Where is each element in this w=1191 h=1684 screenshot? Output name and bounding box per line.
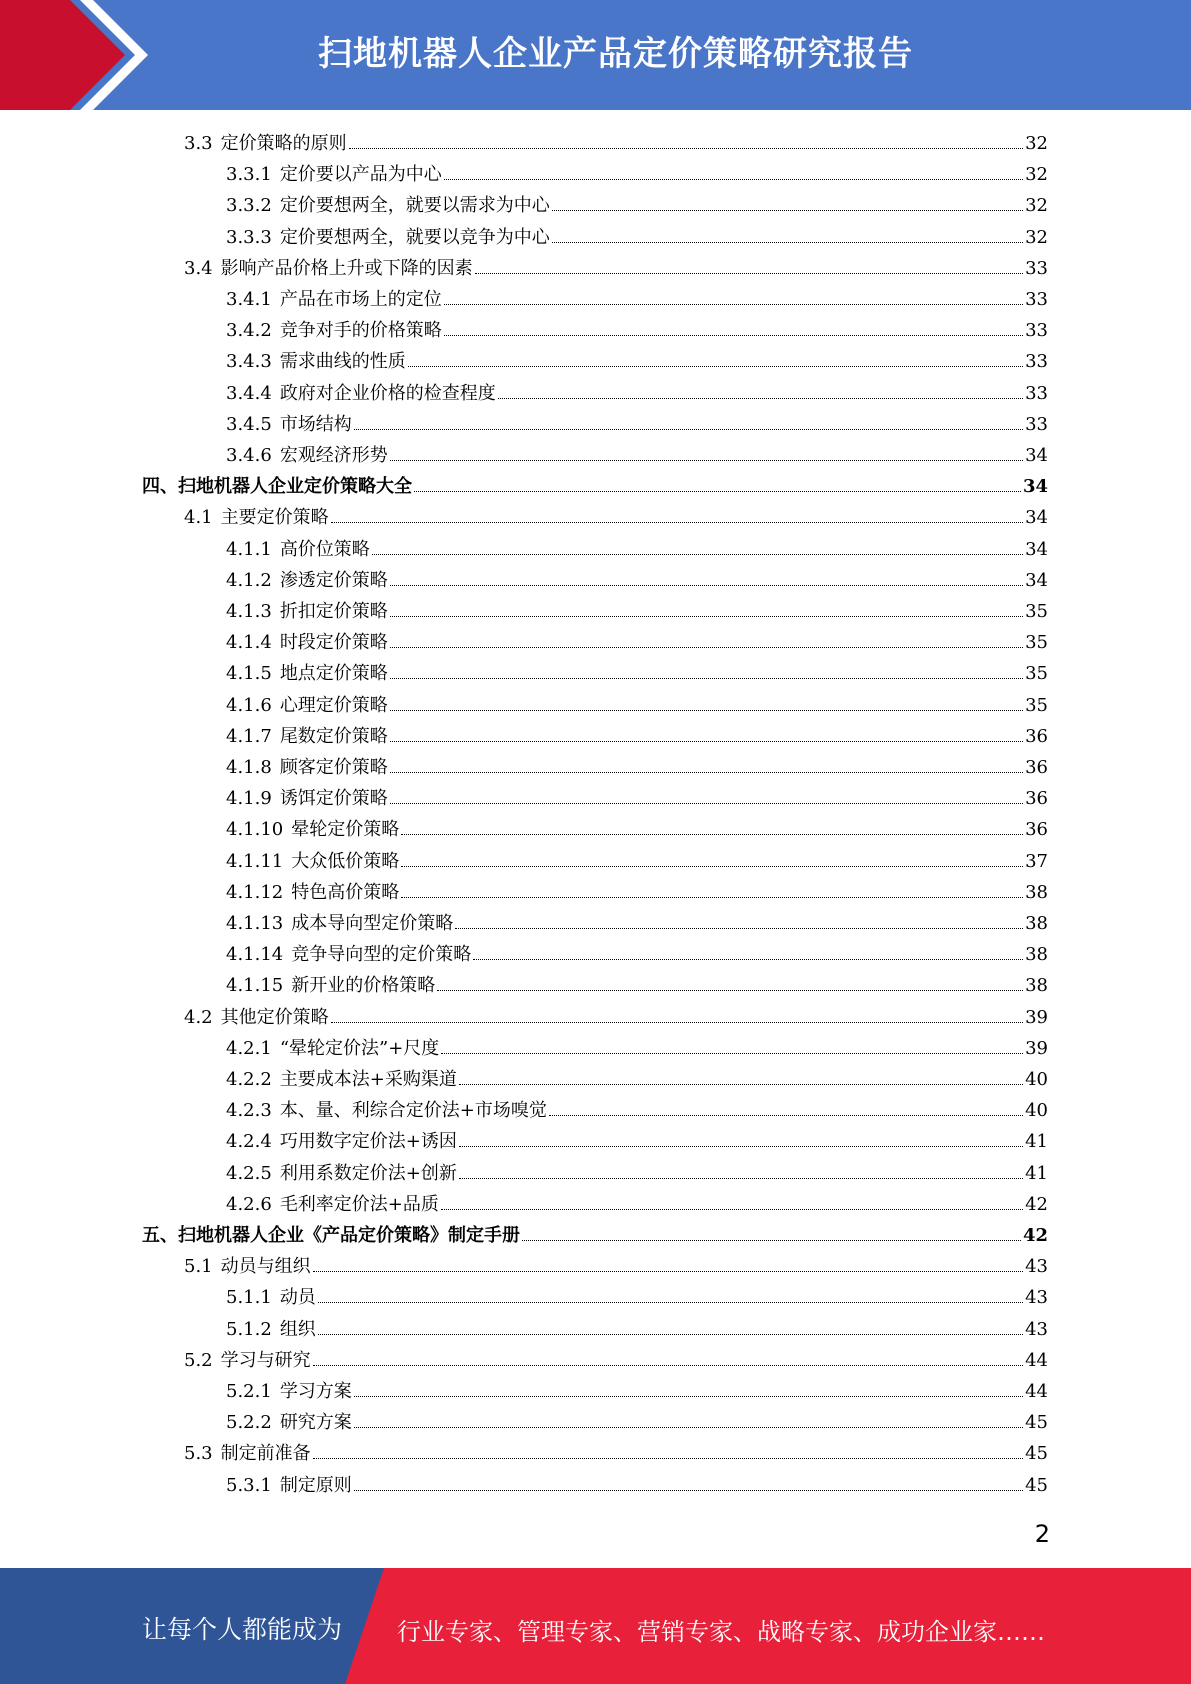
toc-entry[interactable] — [226, 970, 1048, 1001]
toc-entry-title: 市场结构 — [279, 413, 352, 435]
toc-dot-leader — [441, 1191, 1023, 1210]
toc-entry[interactable] — [226, 752, 1048, 783]
toc-entry-title: 学习方案 — [279, 1381, 352, 1402]
toc-entry-number: 3.4.6 — [226, 445, 272, 466]
toc-dot-leader — [549, 1097, 1023, 1116]
toc-entry-number: 5.3 — [184, 1443, 213, 1465]
toc-entry[interactable] — [226, 159, 1048, 190]
toc-dot-leader — [552, 192, 1023, 211]
toc-entry-title: 巧用数字定价法+诱因 — [279, 1131, 457, 1153]
toc-entry-number: 4.1.10 — [226, 819, 284, 841]
toc-entry[interactable] — [184, 502, 1048, 533]
toc-dot-leader — [401, 879, 1023, 898]
toc-entry-number: 4.1.7 — [226, 725, 272, 747]
toc-entry[interactable] — [226, 1407, 1048, 1438]
toc-dot-leader — [408, 348, 1023, 367]
toc-entry-number: 4.2.2 — [226, 1069, 272, 1090]
toc-entry-number: 5.1 — [184, 1256, 213, 1278]
page-header — [0, 0, 1191, 110]
toc-entry-title: 动员 — [279, 1287, 316, 1309]
toc-entry[interactable] — [226, 284, 1048, 315]
toc-entry-page: 40 — [1025, 1069, 1048, 1090]
toc-entry[interactable] — [226, 378, 1048, 409]
toc-entry-page: 43 — [1025, 1256, 1048, 1278]
toc-entry-number: 5.1.2 — [226, 1318, 272, 1340]
toc-entry-number: 4.1.4 — [226, 632, 272, 654]
toc-entry-title: 诱饵定价策略 — [279, 788, 388, 810]
toc-entry-number: 3.3 — [184, 133, 213, 154]
toc-entry-page: 36 — [1025, 819, 1048, 841]
toc-entry-number: 3.4 — [184, 257, 213, 279]
toc-entry-number: 4.2.1 — [226, 1037, 272, 1059]
toc-entry[interactable] — [226, 783, 1048, 814]
toc-entry[interactable] — [226, 939, 1048, 970]
toc-entry-title: 定价要想两全，就要以竞争为中心 — [279, 226, 550, 248]
toc-entry[interactable] — [226, 1126, 1048, 1157]
toc-entry[interactable] — [226, 1282, 1048, 1313]
toc-dot-leader — [318, 1284, 1023, 1303]
toc-entry-page: 35 — [1025, 632, 1048, 654]
toc-entry[interactable] — [226, 315, 1048, 346]
toc-dot-leader — [414, 473, 1021, 492]
toc-entry-title: 组织 — [279, 1318, 316, 1340]
toc-entry-title: 影响产品价格上升或下降的因素 — [220, 257, 473, 279]
toc-dot-leader — [313, 1440, 1023, 1459]
toc-entry-title: 特色高价策略 — [291, 881, 400, 903]
toc-entry-page: 39 — [1025, 1006, 1048, 1028]
toc-entry-title: 定价要想两全，就要以需求为中心 — [279, 195, 550, 217]
toc-entry-page: 32 — [1025, 195, 1048, 217]
toc-entry-page: 45 — [1025, 1412, 1048, 1434]
toc-entry-title: 其他定价策略 — [220, 1006, 329, 1028]
toc-dot-leader — [390, 660, 1023, 679]
toc-entry-title: 政府对企业价格的检查程度 — [279, 382, 496, 404]
toc-entry-number: 4.1.3 — [226, 601, 272, 622]
toc-entry-number: 4.2 — [184, 1006, 213, 1028]
toc-entry-number: 4.2.6 — [226, 1193, 272, 1215]
toc-entry-title: 五、扫地机器人企业《产品定价策略》制定手册 — [142, 1225, 520, 1246]
toc-entry-page: 34 — [1022, 476, 1048, 498]
toc-entry-title: 主要成本法+采购渠道 — [279, 1069, 457, 1090]
toc-dot-leader — [444, 286, 1023, 305]
toc-entry-page: 42 — [1025, 1193, 1048, 1215]
toc-entry-number: 4.1.2 — [226, 569, 272, 591]
toc-dot-leader — [390, 723, 1023, 742]
toc-entry-number: 3.4.1 — [226, 289, 272, 310]
toc-entry[interactable] — [226, 596, 1048, 627]
footer-slogan: 让每个人都能成为 — [142, 1615, 343, 1644]
toc-dot-leader — [390, 754, 1023, 773]
toc-entry-page: 32 — [1025, 226, 1048, 248]
toc-entry-title: 四、扫地机器人企业定价策略大全 — [142, 476, 412, 498]
toc-dot-leader — [331, 1004, 1023, 1023]
toc-entry-number: 4.1.12 — [226, 881, 284, 903]
toc-entry-title: 定价策略的原则 — [220, 133, 347, 154]
toc-dot-leader — [459, 1066, 1023, 1085]
toc-entry-page: 33 — [1025, 351, 1048, 373]
toc-entry[interactable] — [184, 1438, 1048, 1469]
toc-entry[interactable] — [226, 846, 1048, 877]
toc-entry-title: 心理定价策略 — [279, 694, 388, 716]
toc-entry-page: 40 — [1025, 1100, 1048, 1122]
toc-entry-title: 研究方案 — [279, 1412, 352, 1434]
toc-entry-page: 38 — [1025, 944, 1048, 966]
toc-entry[interactable] — [226, 409, 1048, 440]
toc-entry[interactable] — [226, 440, 1048, 471]
toc-entry[interactable] — [226, 346, 1048, 377]
toc-entry-page: 34 — [1025, 569, 1048, 591]
toc-entry-title: 制定原则 — [279, 1474, 352, 1496]
toc-entry-title: 晕轮定价策略 — [291, 819, 400, 841]
toc-entry-title: 成本导向型定价策略 — [291, 913, 454, 934]
toc-entry-page: 35 — [1025, 694, 1048, 716]
toc-entry-page: 42 — [1022, 1225, 1048, 1246]
toc-entry-title: 本、量、利综合定价法+市场嗅觉 — [279, 1100, 547, 1122]
toc-dot-leader — [401, 816, 1023, 835]
toc-entry-title: 制定前准备 — [220, 1443, 311, 1465]
toc-entry-page: 38 — [1025, 975, 1048, 997]
toc-entry-number: 5.1.1 — [226, 1287, 272, 1309]
toc-entry-page: 33 — [1025, 413, 1048, 435]
toc-dot-leader — [313, 1347, 1023, 1366]
toc-dot-leader — [349, 130, 1023, 149]
toc-entry-page: 41 — [1025, 1131, 1048, 1153]
toc-entry-number: 4.1.6 — [226, 694, 272, 716]
toc-entry-page: 36 — [1025, 788, 1048, 810]
toc-dot-leader — [354, 1472, 1023, 1491]
toc-entry-page: 45 — [1025, 1443, 1048, 1465]
toc-entry-title: 学习与研究 — [220, 1349, 311, 1371]
toc-entry-title: 利用系数定价法+创新 — [279, 1162, 457, 1184]
toc-entry[interactable] — [184, 1002, 1048, 1033]
toc-entry-number: 3.3.3 — [226, 226, 272, 248]
toc-dot-leader — [372, 536, 1023, 555]
toc-entry-page: 45 — [1025, 1474, 1048, 1496]
toc-dot-leader — [318, 1316, 1023, 1335]
toc-entry[interactable] — [184, 1345, 1048, 1376]
toc-entry-number: 4.2.5 — [226, 1162, 272, 1184]
toc-entry-page: 39 — [1025, 1037, 1048, 1059]
toc-entry-page: 43 — [1025, 1318, 1048, 1340]
toc-entry-page: 44 — [1025, 1381, 1048, 1402]
toc-entry-number: 4.2.4 — [226, 1131, 272, 1153]
toc-entry-number: 3.4.3 — [226, 351, 272, 373]
toc-entry-number: 4.1.15 — [226, 975, 284, 997]
toc-dot-leader — [390, 785, 1023, 804]
toc-dot-leader — [552, 224, 1023, 243]
toc-entry-page: 34 — [1025, 445, 1048, 466]
toc-entry-number: 4.1.1 — [226, 538, 272, 560]
toc-entry[interactable] — [226, 690, 1048, 721]
toc-entry-title: 产品在市场上的定位 — [279, 289, 442, 310]
toc-entry[interactable] — [184, 128, 1048, 159]
toc-dot-leader — [441, 1035, 1023, 1054]
report-title: 扫地机器人企业产品定价策略研究报告 — [318, 34, 913, 74]
toc-entry-page: 33 — [1025, 382, 1048, 404]
toc-entry-page: 38 — [1025, 881, 1048, 903]
toc-entry[interactable] — [226, 658, 1048, 689]
toc-entry[interactable] — [226, 1189, 1048, 1220]
toc-entry[interactable] — [184, 1251, 1048, 1282]
toc-dot-leader — [444, 161, 1023, 180]
toc-entry-number: 4.1.14 — [226, 944, 284, 966]
toc-entry-page: 34 — [1025, 507, 1048, 529]
toc-dot-leader — [437, 972, 1023, 991]
toc-entry-page: 41 — [1025, 1162, 1048, 1184]
toc-entry-number: 4.1 — [184, 507, 213, 529]
toc-entry[interactable] — [226, 1158, 1048, 1189]
toc-entry-page: 35 — [1025, 663, 1048, 685]
toc-entry-page: 43 — [1025, 1287, 1048, 1309]
toc-entry[interactable] — [226, 1314, 1048, 1345]
toc-entry-number: 5.3.1 — [226, 1474, 272, 1496]
toc-dot-leader — [313, 1253, 1023, 1272]
toc-entry-number: 4.1.5 — [226, 663, 272, 685]
toc-entry-title: 渗透定价策略 — [279, 569, 388, 591]
toc-entry-title: 毛利率定价法+品质 — [279, 1193, 439, 1215]
toc-entry[interactable] — [226, 1095, 1048, 1126]
toc-dot-leader — [459, 1128, 1023, 1147]
toc-entry-title: 竞争对手的价格策略 — [279, 320, 442, 342]
toc-entry-number: 3.4.2 — [226, 320, 272, 342]
toc-entry-number: 5.2.1 — [226, 1381, 272, 1402]
toc-dot-leader — [354, 1409, 1023, 1428]
toc-dot-leader — [354, 411, 1023, 430]
toc-entry-number: 3.4.5 — [226, 413, 272, 435]
toc-entry-number: 3.3.2 — [226, 195, 272, 217]
toc-entry[interactable] — [142, 1220, 1048, 1251]
toc-entry-title: 动员与组织 — [220, 1256, 311, 1278]
toc-entry-title: 大众低价策略 — [291, 850, 400, 872]
toc-entry-title: 高价位策略 — [279, 538, 370, 560]
toc-entry-title: 定价要以产品为中心 — [279, 164, 442, 186]
toc-entry-number: 4.2.3 — [226, 1100, 272, 1122]
toc-entry-page: 35 — [1025, 601, 1048, 622]
toc-entry[interactable] — [226, 190, 1048, 221]
toc-dot-leader — [455, 910, 1023, 929]
toc-entry-page: 32 — [1025, 133, 1048, 154]
toc-entry-number: 4.1.8 — [226, 757, 272, 778]
toc-entry-title: 宏观经济形势 — [279, 445, 388, 466]
toc-entry-title: “晕轮定价法”+尺度 — [279, 1037, 440, 1059]
toc-entry-number: 3.3.1 — [226, 164, 272, 186]
toc-entry-title: 新开业的价格策略 — [291, 975, 436, 997]
toc-entry-title: 主要定价策略 — [220, 507, 329, 529]
toc-entry-title: 需求曲线的性质 — [279, 351, 406, 373]
toc-dot-leader — [473, 941, 1023, 960]
page-footer — [0, 1568, 1191, 1684]
toc-dot-leader — [444, 317, 1023, 336]
toc-entry[interactable] — [226, 814, 1048, 845]
toc-entry-page: 34 — [1025, 538, 1048, 560]
toc-entry[interactable] — [226, 721, 1048, 752]
toc-dot-leader — [390, 629, 1023, 648]
toc-entry[interactable] — [142, 471, 1048, 502]
toc-entry-number: 4.1.9 — [226, 788, 272, 810]
footer-roles: 行业专家、管理专家、营销专家、战略专家、成功企业家…… — [397, 1618, 1045, 1646]
toc-entry-number: 5.2.2 — [226, 1412, 272, 1434]
toc-entry-page: 33 — [1025, 289, 1048, 310]
toc-entry-page: 33 — [1025, 320, 1048, 342]
toc-entry-page: 38 — [1025, 913, 1048, 934]
toc-entry-page: 37 — [1025, 850, 1048, 872]
toc-dot-leader — [390, 442, 1023, 461]
toc-dot-leader — [475, 255, 1023, 274]
toc-entry[interactable] — [226, 1376, 1048, 1407]
toc-dot-leader — [522, 1222, 1021, 1241]
toc-entry[interactable] — [226, 222, 1048, 253]
toc-entry-number: 4.1.13 — [226, 913, 284, 934]
toc-dot-leader — [498, 380, 1023, 399]
toc-dot-leader — [390, 692, 1023, 711]
toc-entry-number: 4.1.11 — [226, 850, 284, 872]
toc-entry-title: 时段定价策略 — [279, 632, 388, 654]
toc-entry-title: 折扣定价策略 — [279, 601, 388, 622]
toc-dot-leader — [401, 848, 1023, 867]
toc-entry[interactable] — [226, 908, 1048, 939]
toc-entry[interactable] — [226, 565, 1048, 596]
toc-entry[interactable] — [226, 1033, 1048, 1064]
toc-entry[interactable] — [226, 1470, 1048, 1501]
page-number: 2 — [1034, 1520, 1050, 1548]
toc-entry-page: 36 — [1025, 757, 1048, 778]
toc-entry[interactable] — [184, 253, 1048, 284]
toc-entry-page: 33 — [1025, 257, 1048, 279]
toc-dot-leader — [354, 1378, 1023, 1397]
toc-entry[interactable] — [226, 534, 1048, 565]
toc-entry[interactable] — [226, 627, 1048, 658]
toc-entry[interactable] — [226, 1064, 1048, 1095]
toc-entry-number: 3.4.4 — [226, 382, 272, 404]
toc-entry-page: 44 — [1025, 1349, 1048, 1371]
toc-dot-leader — [331, 504, 1023, 523]
toc-entry-title: 顾客定价策略 — [279, 757, 388, 778]
toc-entry-title: 地点定价策略 — [279, 663, 388, 685]
toc-dot-leader — [390, 567, 1023, 586]
toc-dot-leader — [459, 1160, 1023, 1179]
toc-entry-number: 5.2 — [184, 1349, 213, 1371]
toc-dot-leader — [390, 598, 1023, 617]
toc-entry-page: 32 — [1025, 164, 1048, 186]
toc-entry[interactable] — [226, 877, 1048, 908]
toc-entry-title: 尾数定价策略 — [279, 725, 388, 747]
toc-entry-title: 竞争导向型的定价策略 — [291, 944, 472, 966]
toc-entry-page: 36 — [1025, 725, 1048, 747]
